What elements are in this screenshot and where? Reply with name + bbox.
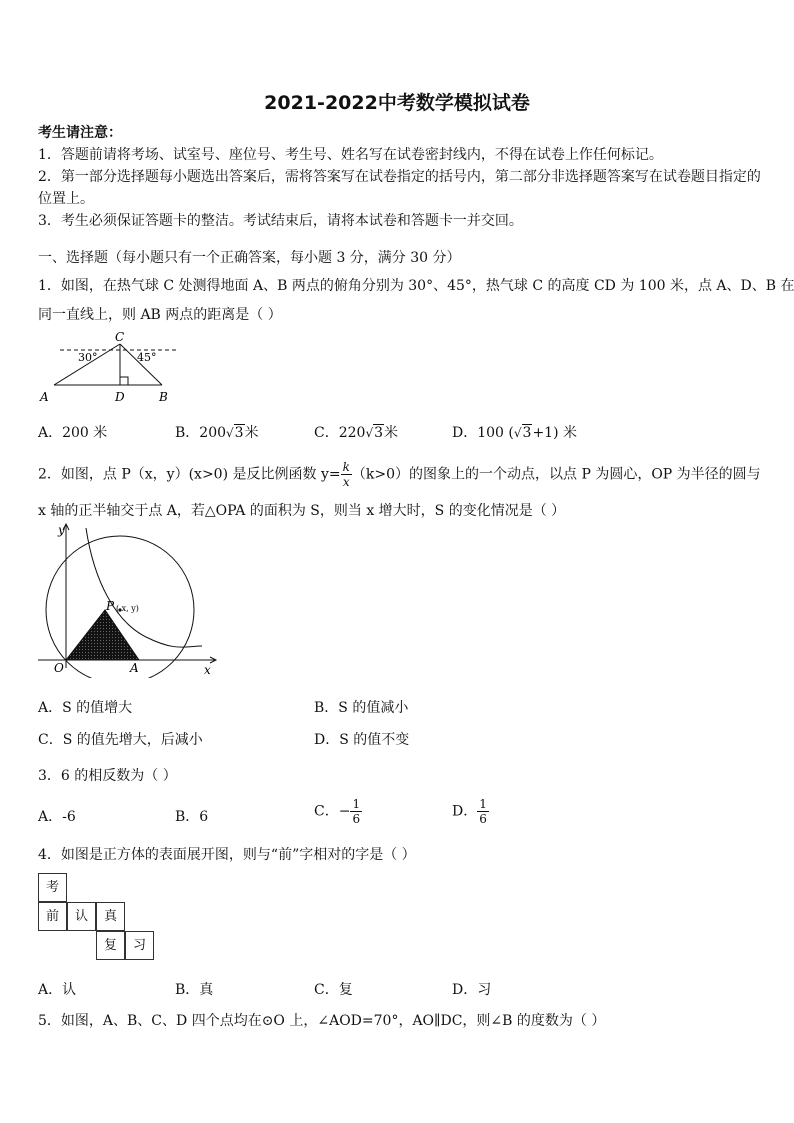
label-x: x bbox=[204, 663, 211, 677]
page-title: 2021-2022中考数学模拟试卷 bbox=[264, 92, 530, 114]
net-cell-xi: 习 bbox=[125, 931, 154, 960]
q1-stem-line1: 1．如图，在热气球 C 处测得地面 A、B 两点的俯角分别为 30°、45°，热气球 C 的高度 CD 为 100 米，点 A、D、B 在 bbox=[38, 278, 794, 294]
fraction-k-over-x: $\frac{k}{x}$ bbox=[342, 460, 350, 489]
q5-stem: 5．如图，A、B、C、D 四个点均在⊙O 上，∠AOD=70°，AO∥DC，则∠B 的度数为（ ） bbox=[38, 1013, 606, 1029]
label-c: C bbox=[115, 330, 125, 344]
label-o: O bbox=[54, 661, 64, 675]
q2-stem-line2: x 轴的正半轴交于点 A，若△OPA 的面积为 S，则当 x 增大时，S 的变化情况是（ ） bbox=[38, 503, 566, 519]
right-angle-mark bbox=[120, 377, 128, 385]
q3-option-d: D． $\frac{1}{6}$ bbox=[452, 797, 487, 826]
q4-option-b: B．真 bbox=[175, 982, 214, 998]
q1-figure bbox=[36, 330, 176, 406]
label-a: A bbox=[130, 661, 139, 675]
label-p: P bbox=[106, 599, 115, 613]
q3-option-c: C．− $\frac{1}{6}$ bbox=[314, 797, 361, 826]
q2-option-c: C．S 的值先增大，后减小 bbox=[38, 732, 203, 748]
label-y: y bbox=[58, 523, 65, 537]
label-coord: ( x, y) bbox=[116, 604, 139, 613]
label-b: B bbox=[159, 390, 168, 404]
q2-option-b: B．S 的值减小 bbox=[314, 700, 409, 716]
q2-option-a: A．S 的值增大 bbox=[38, 700, 133, 716]
q2-stem-line1: 2．如图，点 P（x，y）(x>0) 是反比例函数 y= $\frac{k}{x}$ （k>0）的图象上的一个动点，以点 P 为圆心，OP 为半径的圆与 bbox=[38, 460, 761, 489]
q3-option-a: A．-6 bbox=[38, 809, 76, 825]
q1-option-d: D．100 (√3+1) 米 bbox=[452, 425, 577, 441]
q3-stem: 3．6 的相反数为（ ） bbox=[38, 768, 177, 784]
q1-option-c: C．220√3米 bbox=[314, 425, 399, 441]
label-d: D bbox=[115, 390, 125, 404]
net-cell-zhen: 真 bbox=[96, 902, 125, 931]
q1-option-b: B．200√3米 bbox=[175, 425, 259, 441]
q2-figure bbox=[36, 522, 220, 678]
label-a: A bbox=[40, 390, 49, 404]
notice-heading: 考生请注意： bbox=[38, 125, 122, 141]
q1-option-a: A．200 米 bbox=[38, 425, 108, 441]
q4-stem: 4．如图是正方体的表面展开图，则与“前”字相对的字是（ ） bbox=[38, 847, 416, 863]
label-angle-45: 45° bbox=[137, 351, 157, 364]
label-angle-30: 30° bbox=[78, 351, 98, 364]
notice-item-3: 3．考生必须保证答题卡的整洁。考试结束后，请将本试卷和答题卡一并交回。 bbox=[38, 213, 523, 229]
q1-stem-line2: 同一直线上，则 AB 两点的距离是（ ） bbox=[38, 307, 282, 323]
notice-item-2: 2．第一部分选择题每小题选出答案后，需将答案写在试卷指定的括号内，第二部分非选择题答案写在试卷题目指定的 bbox=[38, 169, 761, 185]
net-cell-fu: 复 bbox=[96, 931, 125, 960]
q4-option-d: D．习 bbox=[452, 982, 492, 998]
section-heading: 一、选择题（每小题只有一个正确答案，每小题 3 分，满分 30 分） bbox=[38, 250, 461, 266]
triangle-opa bbox=[66, 610, 139, 660]
net-cell-ren: 认 bbox=[67, 902, 96, 931]
q4-option-a: A．认 bbox=[38, 982, 77, 998]
net-cell-kao: 考 bbox=[38, 873, 67, 902]
q2-option-d: D．S 的值不变 bbox=[314, 732, 410, 748]
notice-item-2-cont: 位置上。 bbox=[38, 191, 94, 207]
notice-item-1: 1．答题前请将考场、试室号、座位号、考生号、姓名写在试卷密封线内，不得在试卷上作任何标记。 bbox=[38, 147, 663, 163]
q4-option-c: C．复 bbox=[314, 982, 353, 998]
net-cell-qian: 前 bbox=[38, 902, 67, 931]
q3-option-b: B．6 bbox=[175, 809, 209, 825]
